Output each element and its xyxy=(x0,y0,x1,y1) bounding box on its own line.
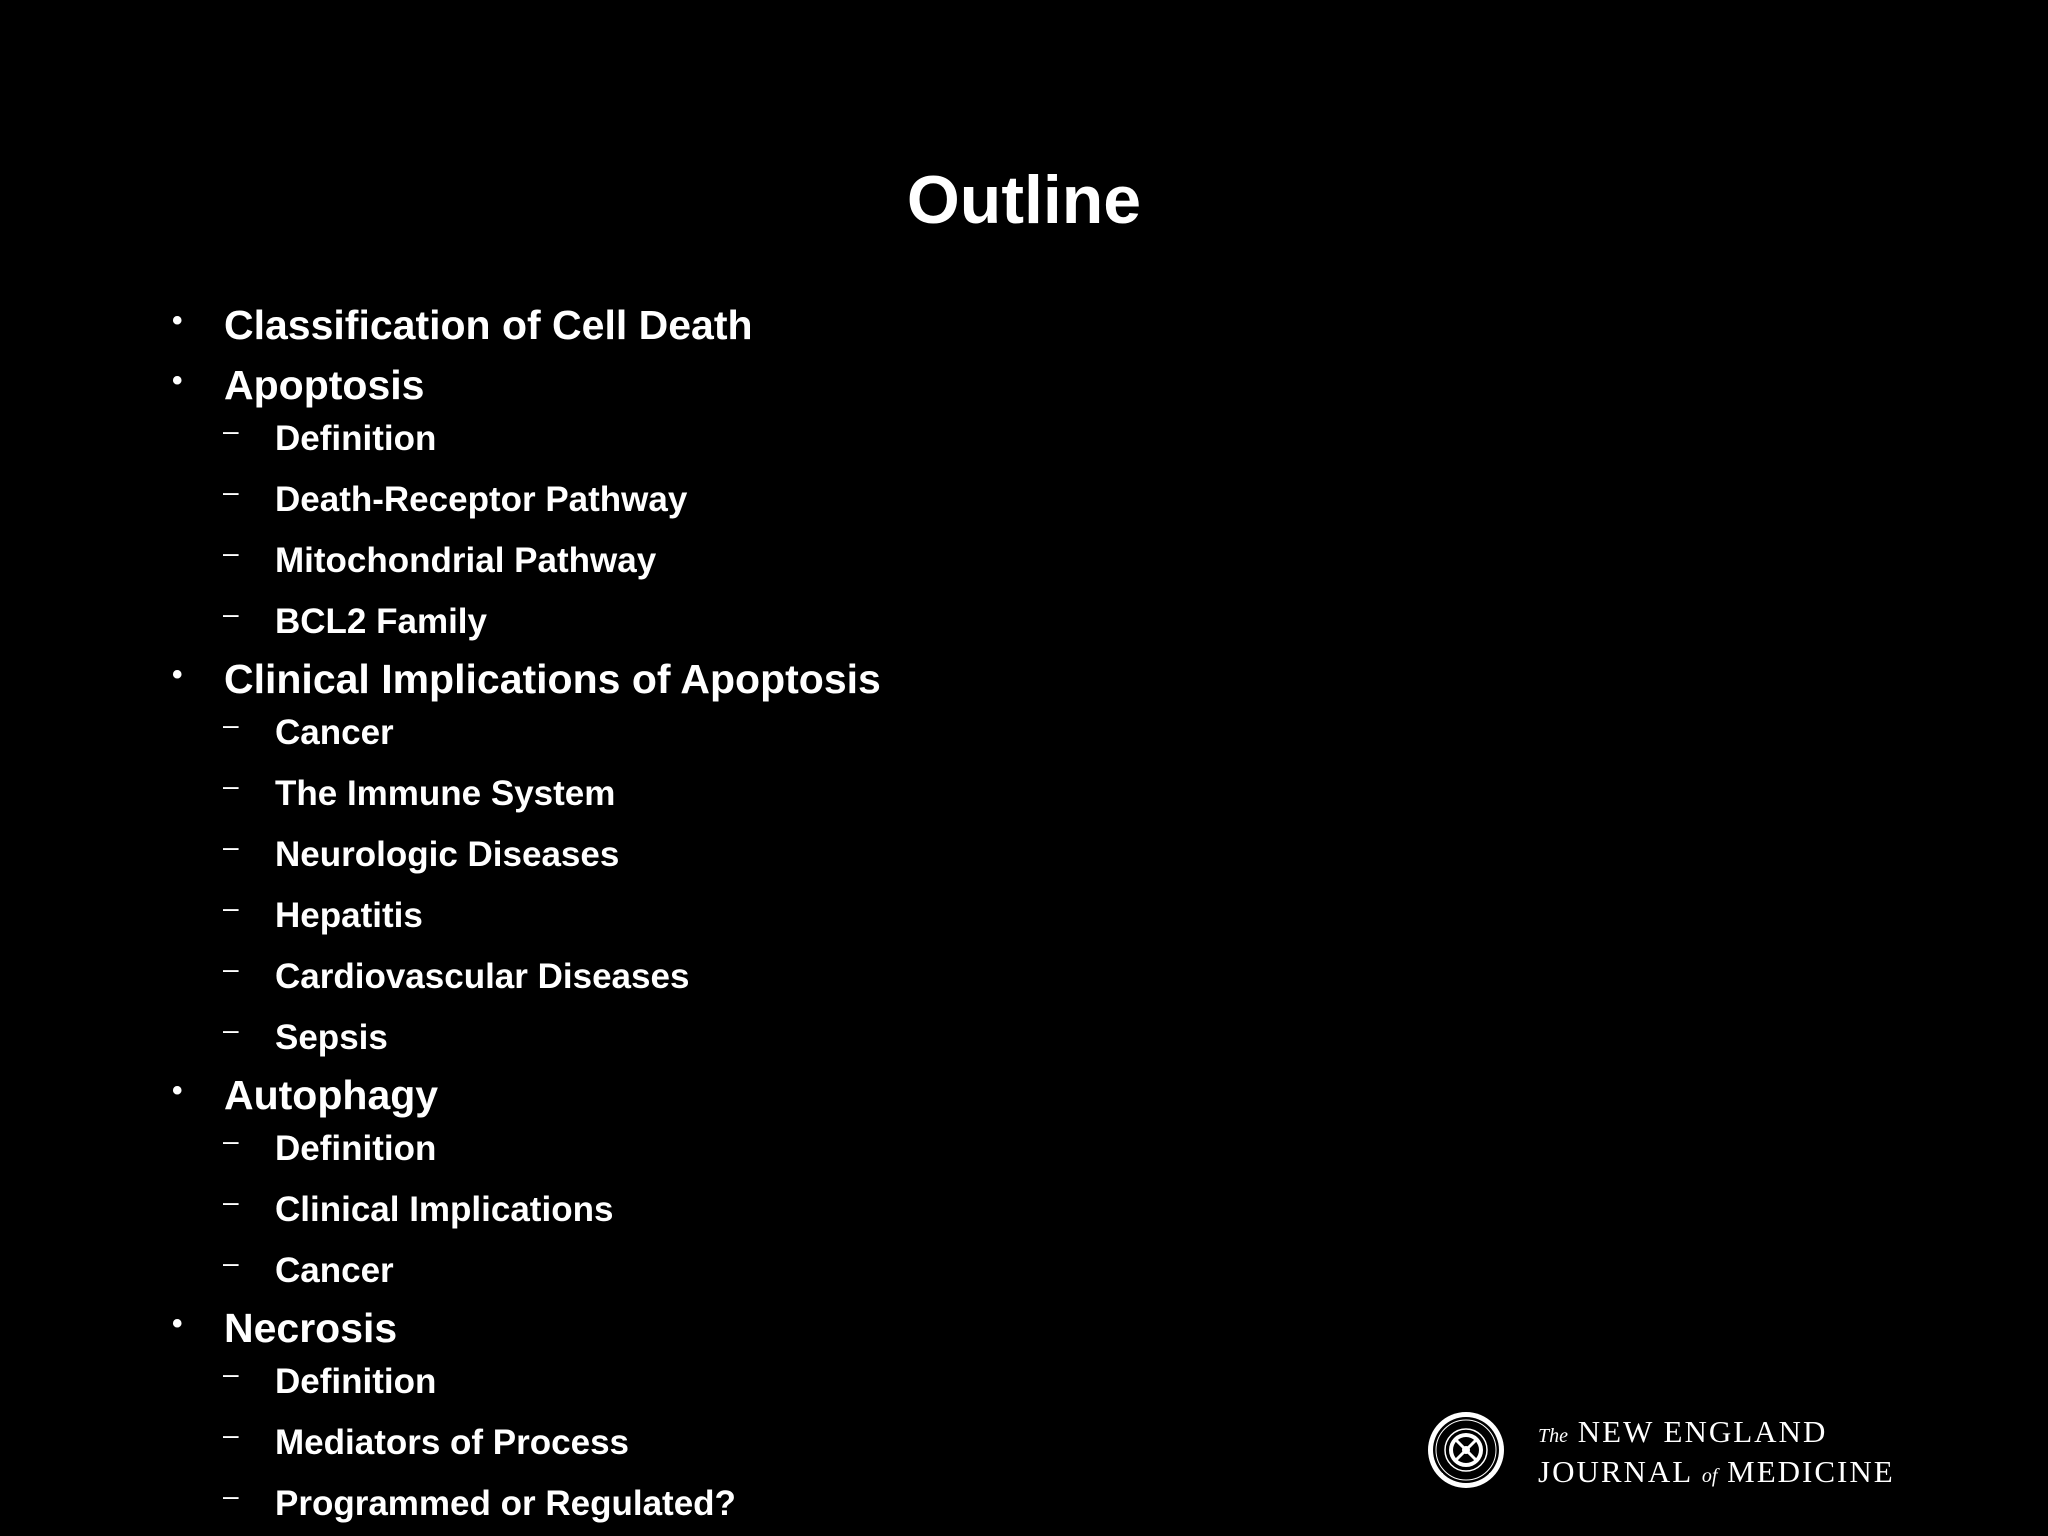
bullet-item xyxy=(172,1070,1472,1120)
sub-item xyxy=(172,893,1472,938)
outline-list xyxy=(172,300,1472,1526)
dash-icon: – xyxy=(223,598,239,629)
nejm-seal-icon xyxy=(1426,1410,1506,1490)
sub-text: Cancer xyxy=(275,713,394,752)
sub-item xyxy=(172,1359,1472,1404)
bullet-text: Clinical Implications of Apoptosis xyxy=(224,656,881,702)
dash-icon: – xyxy=(223,1247,239,1278)
bullet-icon: • xyxy=(172,364,183,397)
wordmark-line2 xyxy=(1538,1454,1895,1494)
dash-icon: – xyxy=(223,709,239,740)
sub-text: Hepatitis xyxy=(275,896,423,935)
bullet-item xyxy=(172,300,1472,350)
wordmark-medicine: MEDICINE xyxy=(1727,1454,1895,1489)
dash-icon: – xyxy=(223,476,239,507)
dash-icon: – xyxy=(223,1480,239,1511)
bullet-icon: • xyxy=(172,1307,183,1340)
sub-item xyxy=(172,954,1472,999)
sub-text: Programmed or Regulated? xyxy=(275,1484,736,1523)
sub-item xyxy=(172,1248,1472,1293)
wordmark-of: of xyxy=(1701,1465,1718,1487)
sub-text: The Immune System xyxy=(275,774,616,813)
sub-item xyxy=(172,416,1472,461)
sub-text: Definition xyxy=(275,1362,437,1401)
sub-text: Mediators of Process xyxy=(275,1423,629,1462)
sub-item xyxy=(172,1481,1472,1526)
bullet-text: Classification of Cell Death xyxy=(224,302,753,348)
slide-title: Outline xyxy=(906,162,1142,238)
sub-text: Definition xyxy=(275,419,437,458)
dash-icon: – xyxy=(223,1358,239,1389)
sub-item xyxy=(172,1187,1472,1232)
sub-item xyxy=(172,832,1472,877)
dash-icon: – xyxy=(223,831,239,862)
dash-icon: – xyxy=(223,1125,239,1156)
sub-text: Clinical Implications xyxy=(275,1190,614,1229)
dash-icon: – xyxy=(223,1186,239,1217)
bullet-text: Apoptosis xyxy=(224,362,425,408)
bullet-text: Necrosis xyxy=(224,1305,398,1351)
sub-text: Definition xyxy=(275,1129,437,1168)
sub-item xyxy=(172,477,1472,522)
dash-icon: – xyxy=(223,1014,239,1045)
sub-text: BCL2 Family xyxy=(275,602,487,641)
sub-text: Cardiovascular Diseases xyxy=(275,957,690,996)
nejm-logo xyxy=(1426,1410,1946,1490)
bullet-icon: • xyxy=(172,304,183,337)
sub-item xyxy=(172,1015,1472,1060)
wordmark-journal: JOURNAL xyxy=(1538,1454,1693,1489)
bullet-text: Autophagy xyxy=(224,1072,439,1118)
sub-text: Sepsis xyxy=(275,1018,388,1057)
wordmark-line1 xyxy=(1538,1414,1895,1454)
wordmark-new-england: NEW ENGLAND xyxy=(1577,1414,1828,1449)
sub-item xyxy=(172,771,1472,816)
sub-text: Mitochondrial Pathway xyxy=(275,541,657,580)
dash-icon: – xyxy=(223,537,239,568)
nejm-wordmark xyxy=(1538,1414,1895,1494)
dash-icon: – xyxy=(223,1419,239,1450)
sub-item xyxy=(172,1126,1472,1171)
bullet-item xyxy=(172,654,1472,704)
wordmark-the: The xyxy=(1538,1425,1568,1447)
bullet-item xyxy=(172,1303,1472,1353)
dash-icon: – xyxy=(223,415,239,446)
dash-icon: – xyxy=(223,770,239,801)
sub-item xyxy=(172,1420,1472,1465)
sub-item xyxy=(172,599,1472,644)
sub-item xyxy=(172,538,1472,583)
bullet-item xyxy=(172,360,1472,410)
sub-text: Cancer xyxy=(275,1251,394,1290)
sub-item xyxy=(172,710,1472,755)
sub-text: Neurologic Diseases xyxy=(275,835,620,874)
bullet-icon: • xyxy=(172,1074,183,1107)
bullet-icon: • xyxy=(172,658,183,691)
dash-icon: – xyxy=(223,892,239,923)
dash-icon: – xyxy=(223,953,239,984)
sub-text: Death-Receptor Pathway xyxy=(275,480,688,519)
